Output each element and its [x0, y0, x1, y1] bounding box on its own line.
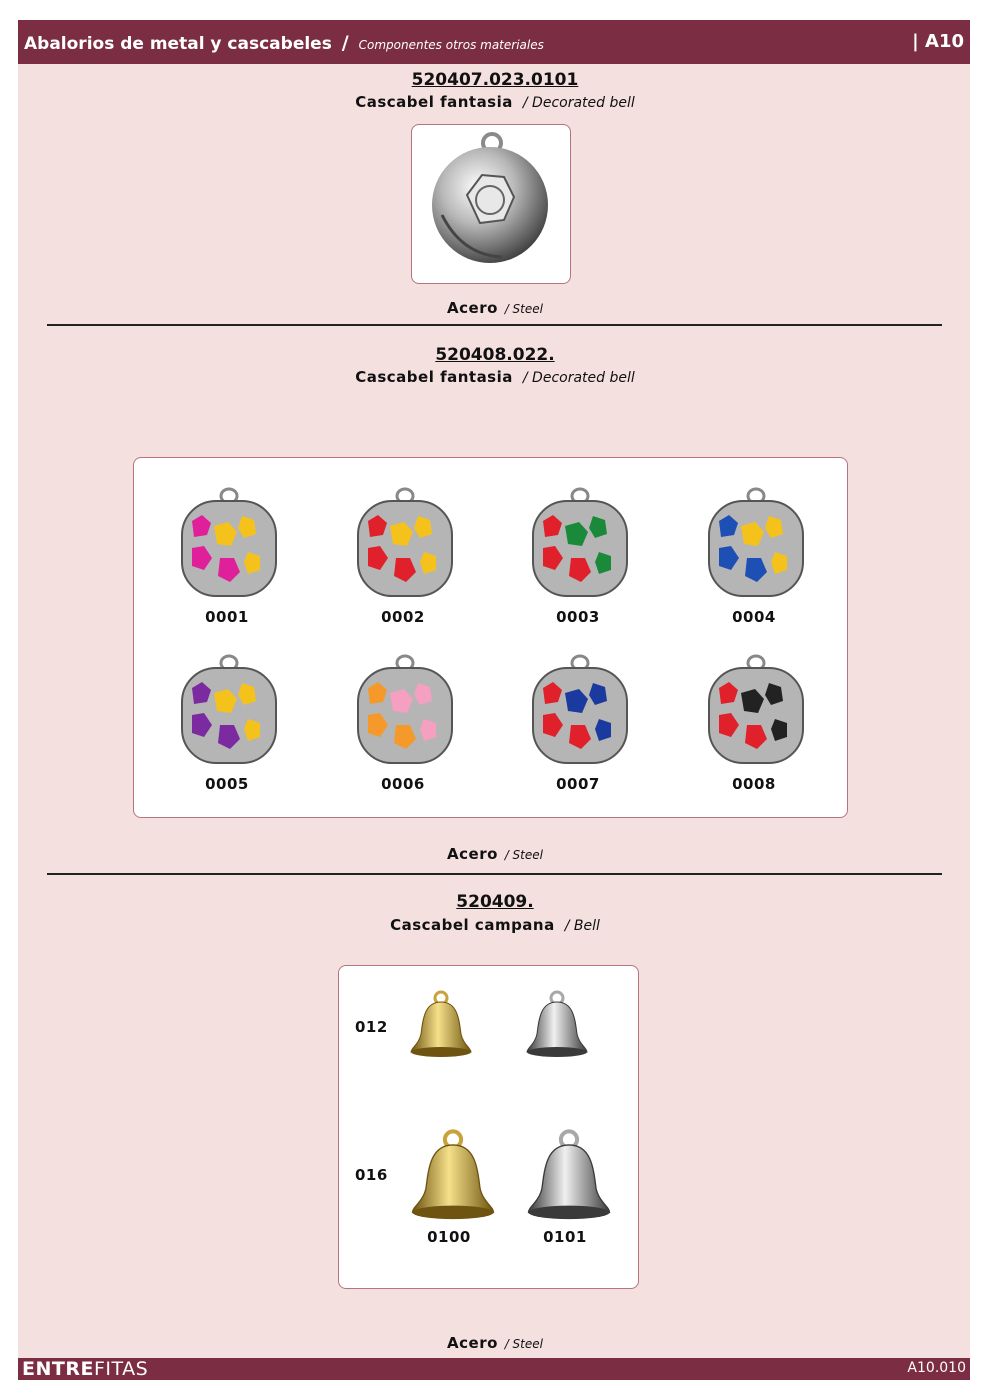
section3-title-en: / Bell	[564, 918, 600, 934]
section3-title	[0, 916, 990, 934]
section1-code	[0, 70, 990, 90]
decorated-bell-variant	[152, 653, 302, 793]
variant-code: 0002	[381, 608, 425, 626]
section2-title-en: / Decorated bell	[522, 370, 635, 386]
variant-code: 0001	[205, 608, 249, 626]
header-separator: /	[341, 32, 349, 54]
section1-title	[0, 93, 990, 111]
bell-gold-image	[401, 988, 481, 1072]
variant-code: 0008	[732, 775, 776, 793]
section1-code-text: 520407.023.0101	[411, 70, 579, 90]
bell-silver-image	[515, 1126, 623, 1238]
divider-1	[47, 324, 942, 326]
decorated-bell-image	[679, 486, 829, 606]
decorated-bell-image	[328, 653, 478, 773]
brand-logo-bold: ENTRE	[22, 1358, 94, 1380]
section1-material-es: Acero	[447, 299, 498, 317]
variant-code: 0006	[381, 775, 425, 793]
decorated-bell-image	[503, 653, 653, 773]
header-subtitle: Componentes otros materiales	[358, 38, 544, 52]
section2-material	[0, 845, 990, 863]
section1-title-es: Cascabel fantasia	[355, 93, 513, 111]
section3-material	[0, 1334, 990, 1352]
decorated-bell-image	[679, 653, 829, 773]
bell-silver-image	[517, 988, 597, 1072]
decorated-bell-variant	[503, 486, 653, 626]
decorated-bell-image	[328, 486, 478, 606]
header-title: Abalorios de metal y cascabeles	[24, 34, 332, 54]
section2-code	[0, 345, 990, 365]
section3-material-en: / Steel	[504, 1337, 543, 1351]
variant-code: 0007	[556, 775, 600, 793]
divider-2	[47, 873, 942, 875]
decorated-bell-variant	[328, 653, 478, 793]
bell-finish-code: 0100	[427, 1228, 471, 1246]
page-number: A10.010	[907, 1360, 966, 1376]
section2-title-es: Cascabel fantasia	[355, 368, 513, 386]
brand-logo-light: FITAS	[93, 1358, 149, 1380]
section2-material-en: / Steel	[504, 848, 543, 862]
header-title-group	[24, 32, 544, 54]
section3-bells-box	[338, 965, 639, 1289]
header-page-code: | A10	[912, 31, 964, 52]
decorated-bell-silver-image	[412, 125, 570, 283]
section3-code-text: 520409.	[456, 892, 534, 912]
bell-size-label: 016	[355, 1166, 388, 1184]
section2-variants-box	[133, 457, 848, 818]
section2-material-es: Acero	[447, 845, 498, 863]
variant-code: 0005	[205, 775, 249, 793]
decorated-bell-variant	[152, 486, 302, 626]
decorated-bell-variant	[679, 653, 829, 793]
brand-logo	[22, 1358, 148, 1380]
variant-code: 0003	[556, 608, 600, 626]
section2-title	[0, 368, 990, 386]
variant-code: 0004	[732, 608, 776, 626]
footer-bar	[18, 1358, 970, 1380]
bell-gold-image	[399, 1126, 507, 1238]
bell-finish-code: 0101	[543, 1228, 587, 1246]
section1-material-en: / Steel	[504, 302, 543, 316]
bell-size-label: 012	[355, 1018, 388, 1036]
section1-image-box	[411, 124, 571, 284]
decorated-bell-image	[152, 653, 302, 773]
decorated-bell-variant	[503, 653, 653, 793]
section2-code-text: 520408.022.	[435, 345, 555, 365]
decorated-bell-variant	[328, 486, 478, 626]
section1-title-en: / Decorated bell	[522, 95, 635, 111]
section1-material	[0, 299, 990, 317]
section3-code	[0, 892, 990, 912]
decorated-bell-image	[503, 486, 653, 606]
section3-material-es: Acero	[447, 1334, 498, 1352]
decorated-bell-image	[152, 486, 302, 606]
section3-title-es: Cascabel campana	[390, 916, 555, 934]
decorated-bell-variant	[679, 486, 829, 626]
header-bar	[18, 20, 970, 64]
